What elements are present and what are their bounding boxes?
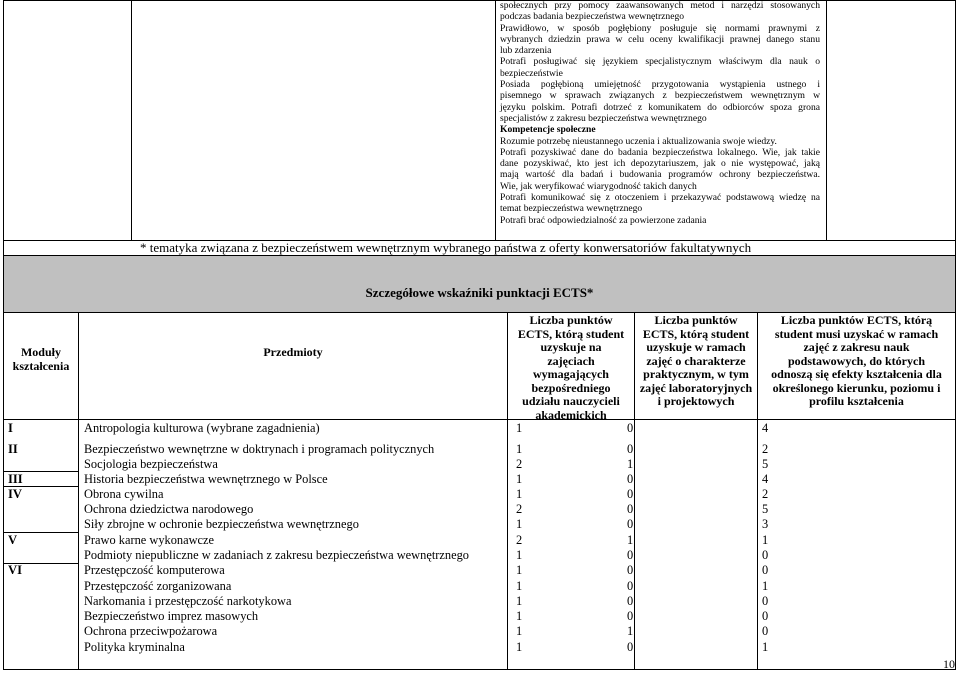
outcome-line: Prawidłowo, w sposób pogłębiony posługuje się normami prawnymi z (500, 22, 820, 34)
outcome-line: pisemnego w sprawach związanych z bezpieczeństwem wewnętrznym w (500, 90, 820, 102)
subject-name: Przestępczość zorganizowana (84, 579, 232, 593)
ects-practical-value: 0 (627, 548, 634, 562)
outcome-line: Wie, jak weryfikować wiarygodność takich danych (500, 180, 697, 192)
outcome-line: specjalistów z zakresu bezpieczeństwa wewnętrznego (500, 112, 707, 124)
module-group-divider (3, 471, 78, 472)
column-divider (78, 312, 79, 670)
ects-contact-value: 1 (516, 624, 523, 638)
subject-name: Siły zbrojne w ochronie bezpieczeństwa wewnętrznego (84, 517, 359, 531)
ects-contact-value: 1 (516, 472, 523, 486)
ects-contact-value: 1 (516, 517, 523, 531)
module-group-divider (3, 563, 78, 564)
ects-practical-value: 0 (627, 517, 634, 531)
subject-name: Prawo karne wykonawcze (84, 533, 215, 547)
subject-name: Polityka kryminalna (84, 640, 185, 654)
ects-practical-value: 0 (627, 421, 634, 435)
ects-contact-value: 1 (516, 487, 523, 501)
subject-name: Narkomania i przestępczość narkotykowa (84, 594, 292, 608)
outcome-line: dane pozyskiwać, kto jest ich depozytariuszem, jak o nie występować, jaką (500, 158, 820, 170)
ects-basic-value: 0 (762, 594, 769, 608)
ects-practical-value: 0 (627, 563, 634, 577)
outcome-line: języku polskim. Potrafi dotrzeć z komunikatem do odbiorców spoza grona (500, 101, 820, 113)
header-ects-basic: Liczba punktów ECTS, którą student musi uzyskać w ramach zajęć z zakresu nauk podstawowych, do których odnoszą się efekty kształcenia dla określonego kierunku, poziomu i profilu kształcenia (771, 313, 942, 408)
module-number: I (8, 421, 13, 435)
outcome-line: Potrafi brać odpowiedzialność za powierzone zadania (500, 214, 707, 226)
outcome-line: Potrafi posługiwać się językiem specjalistycznym właściwym dla nauk o (500, 56, 820, 68)
module-number: III (8, 472, 23, 486)
outcome-line: Potrafi pozyskiwać dane do badania bezpieczeństwa lokalnego. Wie, jak takie (500, 146, 820, 158)
outcome-line: wybranych dziedzin prawa w celu oceny kwalifikacji prawnej danego stanu (500, 33, 820, 45)
ects-practical-value: 0 (627, 594, 634, 608)
ects-contact-value: 2 (516, 457, 523, 471)
subject-name: Bezpieczeństwo wewnętrzne w doktrynach i programach politycznych (84, 442, 435, 456)
ects-basic-value: 0 (762, 548, 769, 562)
page-number: 10 (943, 657, 955, 671)
outcome-line: społecznych przy pomocy zaawansowanych metod i narzędzi stosowanych (500, 0, 820, 11)
ects-basic-value: 3 (762, 517, 769, 531)
ects-practical-value: 0 (627, 442, 634, 456)
module-group-divider (3, 486, 78, 487)
subject-name: Ochrona przeciwpożarowa (84, 624, 218, 638)
header-modules: Moduły kształcenia (12, 345, 70, 373)
outcome-line: mają wartość dla badań i budowania programów ochrony bezpieczeństwa. (500, 169, 820, 181)
outcome-line: lub zdarzenia (500, 45, 552, 57)
ects-practical-value: 1 (627, 624, 634, 638)
module-group-divider (3, 532, 78, 533)
section-heading: Kompetencje społeczne (500, 124, 596, 136)
subject-name: Podmioty niepubliczne w zadaniach z zakresu bezpieczeństwa wewnętrznego (84, 548, 469, 562)
outcome-line: bezpieczeństwie (500, 67, 563, 79)
ects-practical-value: 0 (627, 609, 634, 623)
ects-basic-value: 4 (762, 472, 769, 486)
ects-basic-value: 0 (762, 624, 769, 638)
footnote: * tematyka związana z bezpieczeństwem wewnętrznym wybranego państwa z oferty konwersatoriów fakultatywnych (140, 240, 752, 255)
subject-name: Bezpieczeństwo imprez masowych (84, 609, 259, 623)
ects-practical-value: 0 (627, 502, 634, 516)
column-divider (495, 0, 496, 240)
outcome-line: podczas badania bezpieczeństwa wewnętrznego (500, 11, 685, 23)
header-ects-contact: Liczba punktów ECTS, którą student uzyskuje na zajęciach wymagających bezpośredniego udziału nauczycieli akademickich (517, 313, 625, 422)
header-ects-practical: Liczba punktów ECTS, którą student uzyskuje w ramach zajęć o charakterze praktycznym, w tym zajęć laboratoryjnych i projektowych (639, 313, 753, 408)
ects-basic-value: 0 (762, 609, 769, 623)
ects-practical-value: 0 (627, 487, 634, 501)
ects-contact-value: 1 (516, 421, 523, 435)
module-number: V (8, 533, 18, 547)
subject-name: Przestępczość komputerowa (84, 563, 225, 577)
ects-contact-value: 1 (516, 548, 523, 562)
subject-name: Socjologia bezpieczeństwa (84, 457, 218, 471)
ects-basic-value: 1 (762, 640, 769, 654)
ects-practical-value: 0 (627, 472, 634, 486)
section-title: Szczegółowe wskaźniki punktacji ECTS* (365, 285, 594, 300)
subject-name: Historia bezpieczeństwa wewnętrznego w Polsce (84, 472, 328, 486)
ects-basic-value: 4 (762, 421, 769, 435)
ects-practical-value: 0 (627, 579, 634, 593)
ects-contact-value: 1 (516, 594, 523, 608)
ects-basic-value: 5 (762, 502, 769, 516)
learning-outcomes-text (500, 0, 820, 226)
ects-contact-value: 1 (516, 563, 523, 577)
outcome-line: Posiada pogłębioną umiejętność przygotowania wystąpienia ustnego i (500, 79, 820, 91)
header-subjects: Przedmioty (263, 345, 323, 359)
ects-basic-value: 5 (762, 457, 769, 471)
ects-contact-value: 1 (516, 579, 523, 593)
module-number: II (8, 442, 18, 456)
ects-basic-value: 2 (762, 487, 769, 501)
module-number: VI (8, 563, 22, 577)
ects-practical-value: 1 (627, 533, 634, 547)
ects-practical-value: 0 (627, 640, 634, 654)
title-band (3, 256, 956, 312)
ects-contact-value: 1 (516, 640, 523, 654)
ects-basic-value: 1 (762, 579, 769, 593)
module-number: IV (8, 487, 22, 501)
outcome-line: temat bezpieczeństwa wewnętrznego (500, 203, 643, 215)
outcome-line: Rozumie potrzebę nieustannego uczenia i aktualizowania swoje wiedzy. (500, 135, 777, 147)
column-divider (826, 0, 827, 240)
ects-contact-value: 1 (516, 442, 523, 456)
subject-name: Obrona cywilna (84, 487, 164, 501)
outcome-line: Potrafi komunikować się z otoczeniem i przekazywać podstawową wiedzę na (500, 192, 820, 204)
ects-practical-value: 1 (627, 457, 634, 471)
subject-name: Antropologia kulturowa (wybrane zagadnienia) (84, 421, 320, 435)
ects-basic-value: 2 (762, 442, 769, 456)
subject-name: Ochrona dziedzictwa narodowego (84, 502, 254, 516)
ects-contact-value: 1 (516, 609, 523, 623)
ects-basic-value: 1 (762, 533, 769, 547)
column-divider (131, 0, 132, 240)
ects-contact-value: 2 (516, 533, 523, 547)
ects-basic-value: 0 (762, 563, 769, 577)
row-divider (3, 419, 956, 420)
ects-contact-value: 2 (516, 502, 523, 516)
